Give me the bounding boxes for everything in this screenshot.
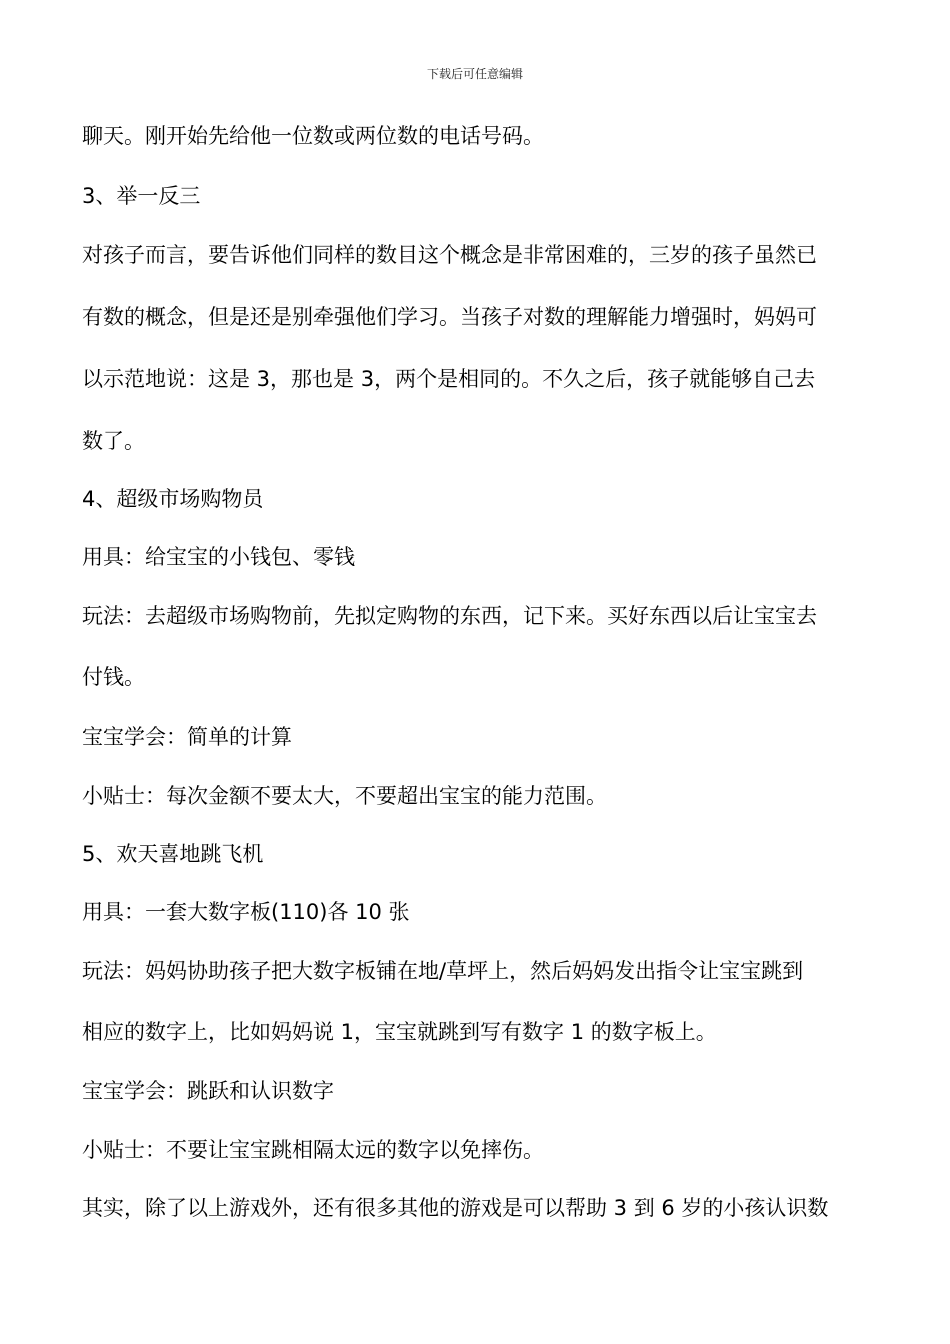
- section-heading: 3、举一反三: [82, 184, 201, 208]
- paragraph-line: 付钱。: [82, 665, 145, 689]
- paragraph-line: 宝宝学会：简单的计算: [82, 725, 292, 749]
- paragraph-line: 有数的概念，但是还是别牵强他们学习。当孩子对数的理解能力增强时，妈妈可: [82, 305, 817, 329]
- paragraph-line: 小贴士：不要让宝宝跳相隔太远的数字以免摔伤。: [82, 1138, 544, 1162]
- paragraph-line: 数了。: [82, 429, 145, 453]
- paragraph-line: 玩法：去超级市场购物前，先拟定购物的东西，记下来。买好东西以后让宝宝去: [82, 604, 817, 628]
- paragraph-line: 对孩子而言，要告诉他们同样的数目这个概念是非常困难的，三岁的孩子虽然已: [82, 243, 817, 267]
- section-heading: 4、超级市场购物员: [82, 487, 264, 511]
- paragraph-line: 宝宝学会：跳跃和认识数字: [82, 1079, 334, 1103]
- paragraph-line: 其实，除了以上游戏外，还有很多其他的游戏是可以帮助 3 到 6 岁的小孩认识数: [82, 1196, 829, 1220]
- paragraph-line: 小贴士：每次金额不要太大，不要超出宝宝的能力范围。: [82, 784, 607, 808]
- paragraph-line: 相应的数字上，比如妈妈说 1，宝宝就跳到写有数字 1 的数字板上。: [82, 1020, 717, 1044]
- paragraph-line: 玩法：妈妈协助孩子把大数字板铺在地/草坪上，然后妈妈发出指令让宝宝跳到: [82, 959, 804, 983]
- paragraph-line: 聊天。刚开始先给他一位数或两位数的电话号码。: [82, 124, 544, 148]
- paragraph-line: 用具：给宝宝的小钱包、零钱: [82, 545, 355, 569]
- paragraph-line: 用具：一套大数字板(110)各 10 张: [82, 900, 410, 924]
- section-heading: 5、欢天喜地跳飞机: [82, 842, 264, 866]
- paragraph-line: 以示范地说：这是 3，那也是 3，两个是相同的。不久之后，孩子就能够自己去: [82, 367, 816, 391]
- page-header: 下载后可任意编辑: [426, 67, 523, 81]
